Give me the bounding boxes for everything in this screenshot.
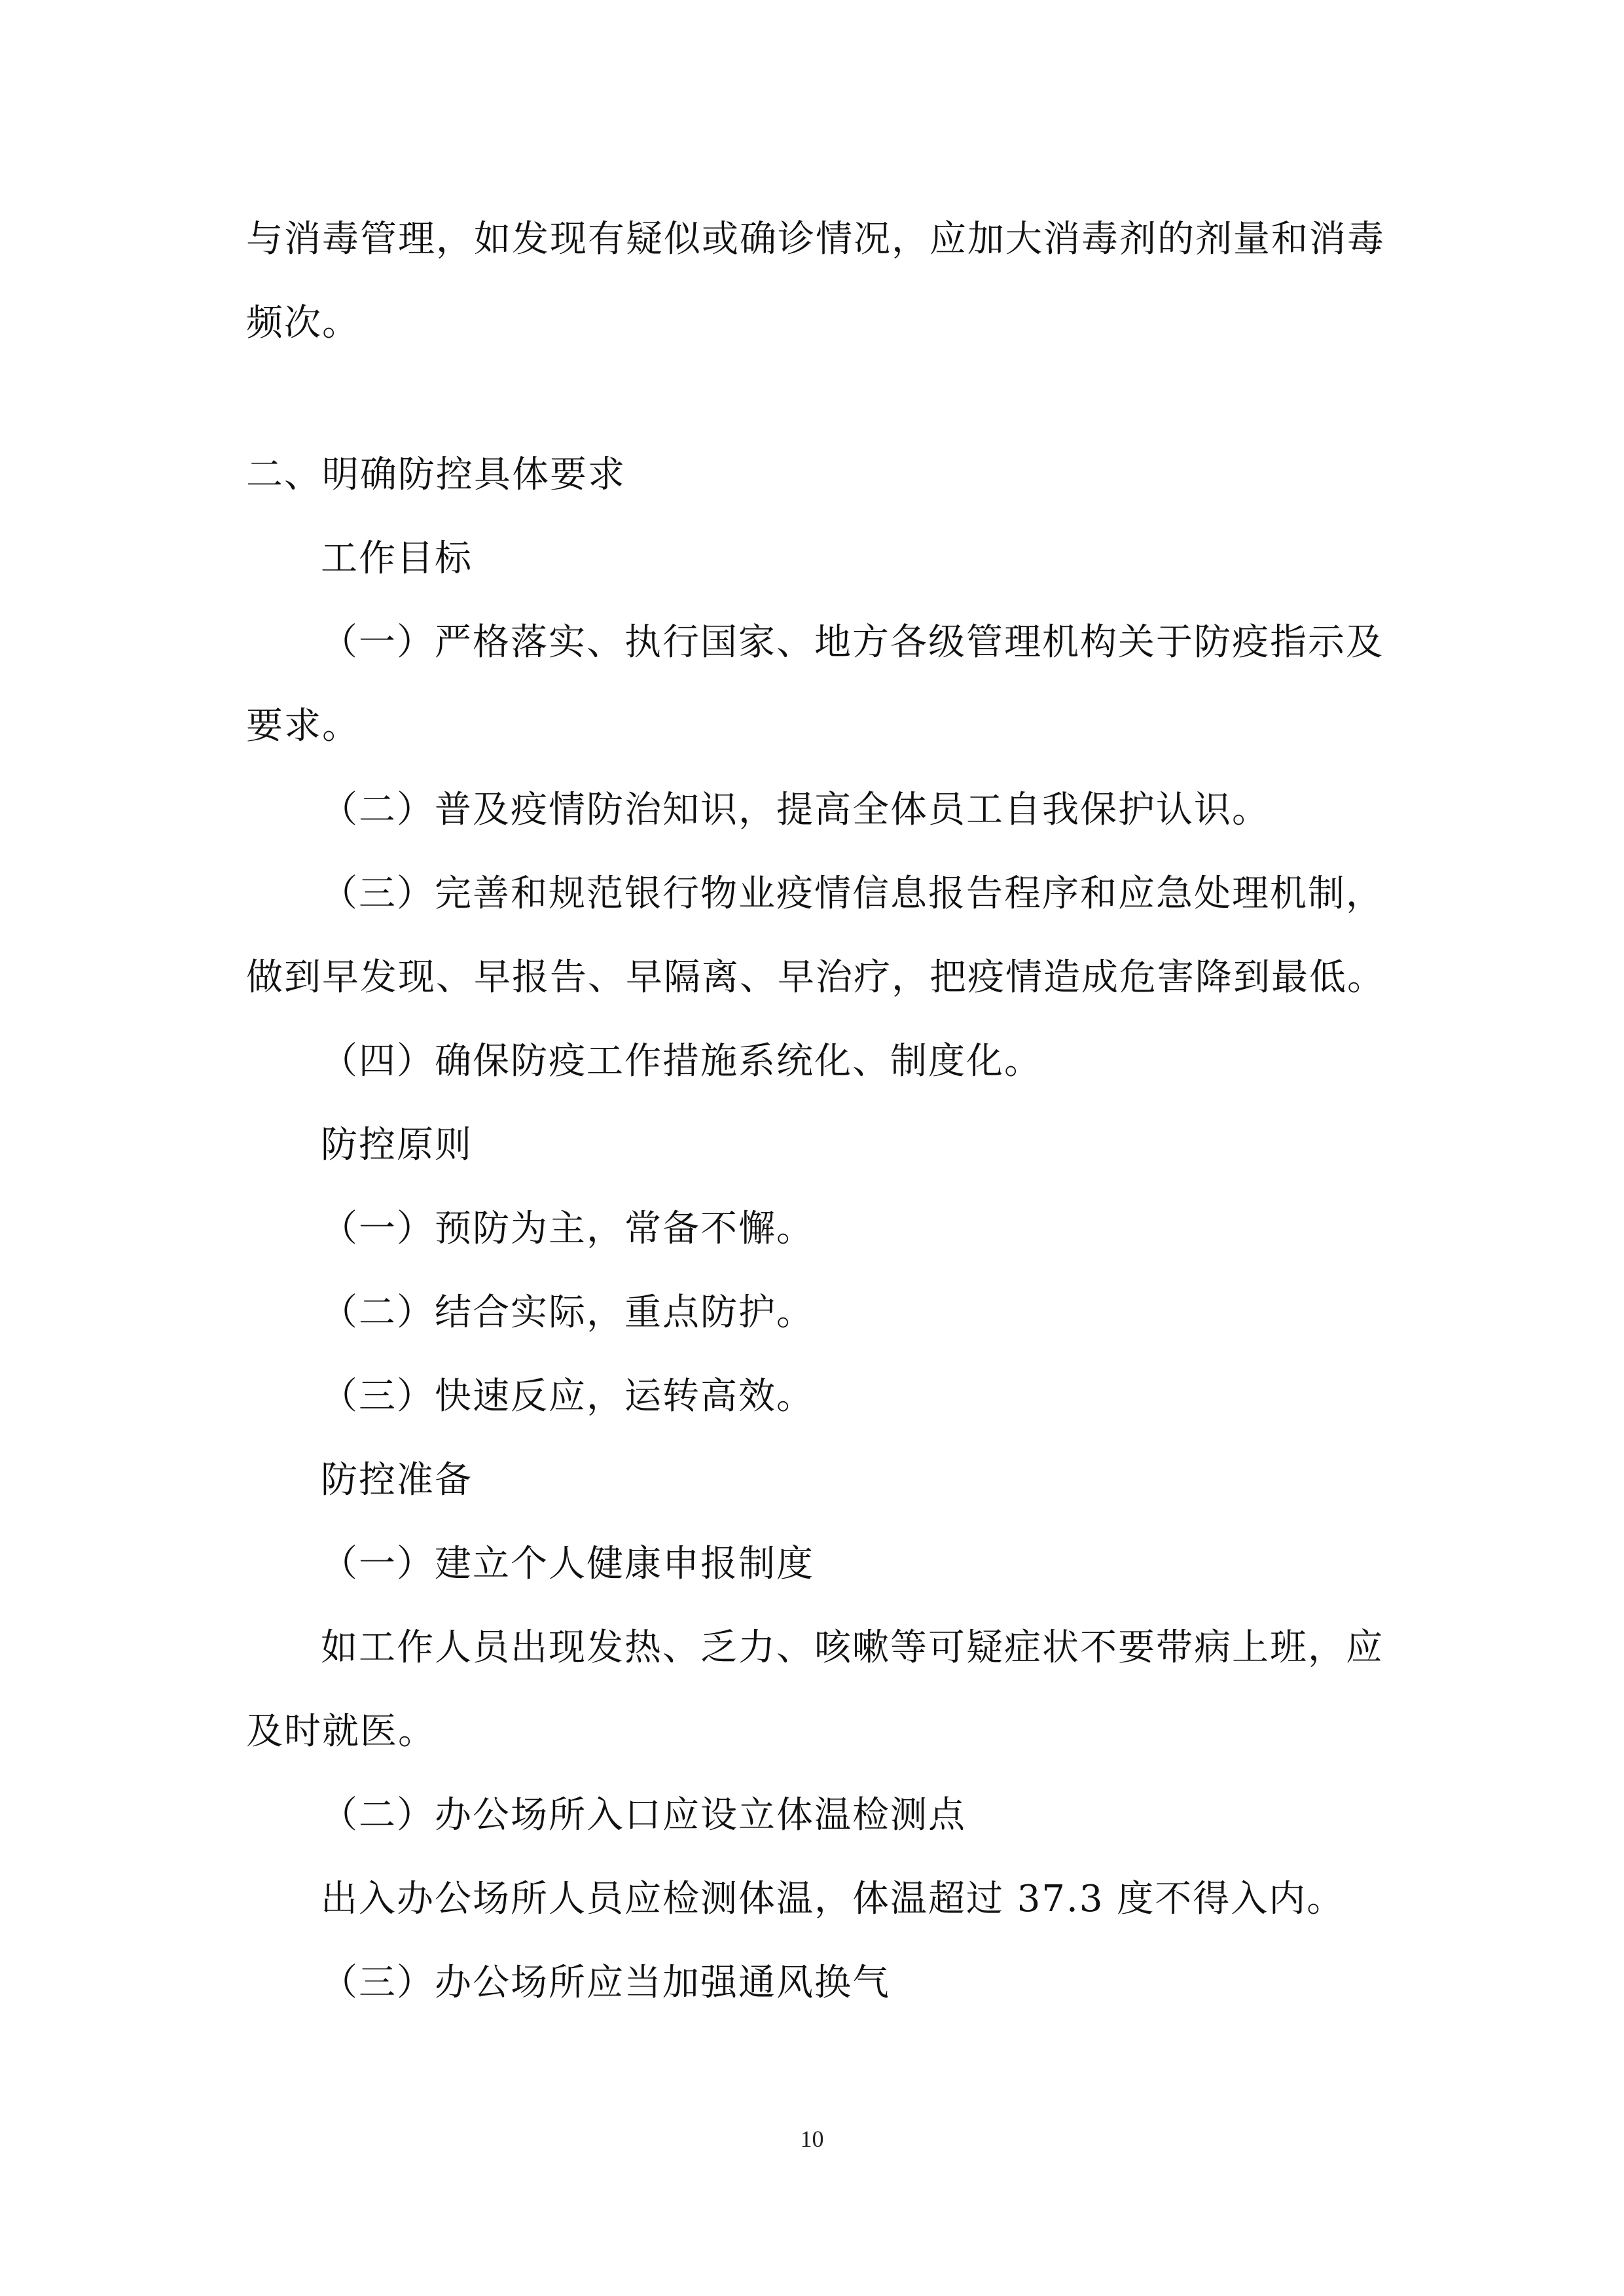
section-heading: 二、明确防控具体要求 [246, 454, 626, 496]
list-item: （二）普及疫情防治知识，提高全体员工自我保护认识。 [321, 789, 1270, 831]
subheading-preparation: 防控准备 [321, 1459, 473, 1501]
list-item: （四）确保防疫工作措施系统化、制度化。 [321, 1040, 1042, 1083]
paragraph-line: 出入办公场所人员应检测体温，体温超过 37.3 度不得入内。 [321, 1878, 1345, 1920]
list-item: （三）完善和规范银行物业疫情信息报告程序和应急处理机制， [321, 872, 1384, 915]
paragraph-line: 频次。 [246, 302, 360, 344]
list-item: （二）办公场所入口应设立体温检测点 [321, 1794, 966, 1837]
list-item: （三）快速反应，运转高效。 [321, 1375, 814, 1418]
list-item: （一）建立个人健康申报制度 [321, 1543, 814, 1585]
subheading-work-goals: 工作目标 [321, 537, 473, 580]
paragraph-line: 要求。 [246, 705, 360, 747]
paragraph-line: 如工作人员出现发热、乏力、咳嗽等可疑症状不要带病上班，应 [321, 1626, 1384, 1669]
list-item: （二）结合实际，重点防护。 [321, 1291, 814, 1334]
paragraph-line: 及时就医。 [246, 1710, 436, 1753]
list-item: （三）办公场所应当加强通风换气 [321, 1962, 890, 2004]
paragraph-line: 与消毒管理，如发现有疑似或确诊情况，应加大消毒剂的剂量和消毒 [246, 218, 1385, 260]
subheading-principles: 防控原则 [321, 1124, 473, 1166]
paragraph-line: 做到早发现、早报告、早隔离、早治疗，把疫情造成危害降到最低。 [246, 956, 1385, 999]
list-item: （一）预防为主，常备不懈。 [321, 1208, 814, 1250]
list-item: （一）严格落实、执行国家、地方各级管理机构关于防疫指示及 [321, 621, 1384, 664]
page-number: 10 [800, 2126, 824, 2152]
